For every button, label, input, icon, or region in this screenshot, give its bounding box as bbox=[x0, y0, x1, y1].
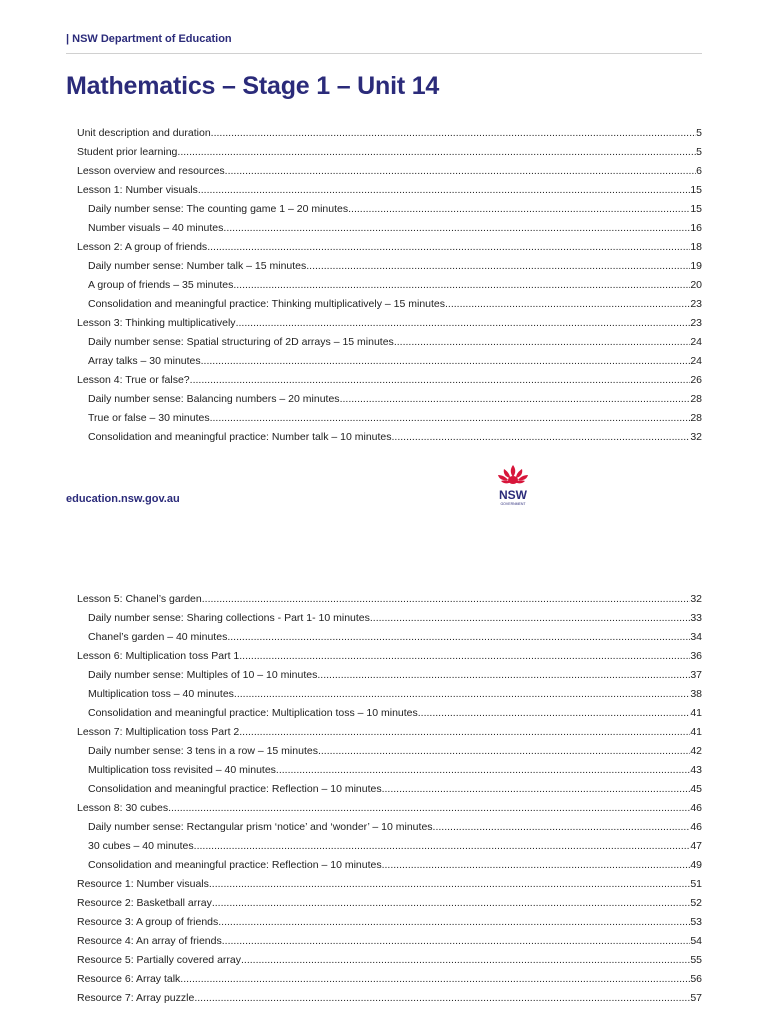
toc-leader-dots bbox=[318, 742, 690, 761]
toc-entry[interactable] bbox=[77, 932, 702, 951]
toc-leader-dots bbox=[233, 276, 690, 295]
toc-entry[interactable] bbox=[77, 371, 702, 390]
document-page-2 bbox=[0, 580, 768, 1024]
page-title: Mathematics – Stage 1 – Unit 14 bbox=[66, 72, 440, 100]
toc-leader-dots bbox=[225, 162, 696, 181]
toc-entry[interactable] bbox=[77, 799, 702, 818]
waratah-icon bbox=[493, 463, 533, 507]
toc-leader-dots bbox=[234, 685, 690, 704]
toc-entry-page: 18 bbox=[690, 241, 702, 253]
toc-entry-page: 37 bbox=[690, 669, 702, 681]
toc-entry-title: Lesson 1: Number visuals bbox=[77, 184, 198, 196]
toc-entry-title: Daily number sense: 3 tens in a row – 15 minutes bbox=[88, 745, 318, 757]
toc-entry-title: Daily number sense: Balancing numbers – 20 minutes bbox=[88, 393, 340, 405]
toc-leader-dots bbox=[211, 124, 696, 143]
toc-entry-page: 41 bbox=[690, 726, 702, 738]
toc-entry-title: Chanel’s garden – 40 minutes bbox=[88, 631, 228, 643]
toc-entry[interactable] bbox=[77, 894, 702, 913]
toc-entry[interactable] bbox=[77, 143, 702, 162]
toc-entry-title: 30 cubes – 40 minutes bbox=[88, 840, 194, 852]
toc-leader-dots bbox=[433, 818, 691, 837]
toc-leader-dots bbox=[222, 932, 691, 951]
toc-entry-page: 36 bbox=[690, 650, 702, 662]
toc-leader-dots bbox=[276, 761, 690, 780]
toc-leader-dots bbox=[418, 704, 691, 723]
toc-entry-title: Daily number sense: Spatial structuring of 2D arrays – 15 minutes bbox=[88, 336, 394, 348]
toc-entry[interactable] bbox=[77, 647, 702, 666]
toc-leader-dots bbox=[194, 989, 690, 1008]
toc-entry-title: Lesson 3: Thinking multiplicatively bbox=[77, 317, 236, 329]
toc-leader-dots bbox=[177, 143, 696, 162]
toc-entry-title: Lesson overview and resources bbox=[77, 165, 225, 177]
toc-entry[interactable] bbox=[77, 295, 702, 314]
toc-entry[interactable] bbox=[77, 609, 702, 628]
toc-entry-title: Consolidation and meaningful practice: Multiplication toss – 10 minutes bbox=[88, 707, 418, 719]
toc-entry[interactable] bbox=[77, 257, 702, 276]
toc-entry-page: 57 bbox=[690, 992, 702, 1004]
toc-entry[interactable] bbox=[77, 951, 702, 970]
toc-entry-page: 38 bbox=[690, 688, 702, 700]
toc-leader-dots bbox=[180, 970, 690, 989]
toc-entry[interactable] bbox=[77, 970, 702, 989]
toc-entry-page: 5 bbox=[696, 146, 702, 158]
toc-entry-page: 41 bbox=[690, 707, 702, 719]
toc-entry-page: 26 bbox=[690, 374, 702, 386]
nsw-government-logo bbox=[493, 463, 533, 507]
toc-leader-dots bbox=[210, 409, 691, 428]
toc-leader-dots bbox=[241, 951, 690, 970]
toc-leader-dots bbox=[212, 894, 690, 913]
toc-entry-page: 45 bbox=[690, 783, 702, 795]
toc-entry[interactable] bbox=[77, 428, 702, 447]
toc-entry[interactable] bbox=[77, 409, 702, 428]
toc-entry[interactable] bbox=[77, 780, 702, 799]
toc-entry[interactable] bbox=[77, 590, 702, 609]
toc-entry-page: 32 bbox=[690, 431, 702, 443]
toc-entry-title: Daily number sense: Rectangular prism ‘notice’ and ‘wonder’ – 10 minutes bbox=[88, 821, 433, 833]
toc-entry-page: 15 bbox=[690, 184, 702, 196]
toc-entry-page: 54 bbox=[690, 935, 702, 947]
toc-entry-title: Array talks – 30 minutes bbox=[88, 355, 201, 367]
toc-leader-dots bbox=[223, 219, 690, 238]
toc-entry[interactable] bbox=[77, 276, 702, 295]
toc-entry-title: Resource 6: Array talk bbox=[77, 973, 181, 985]
toc-entry-title: A group of friends – 35 minutes bbox=[88, 279, 234, 291]
toc-entry[interactable] bbox=[77, 628, 702, 647]
toc-leader-dots bbox=[227, 628, 690, 647]
department-header: | NSW Department of Education bbox=[66, 33, 232, 45]
toc-entry-title: Resource 3: A group of friends bbox=[77, 916, 219, 928]
toc-entry-page: 32 bbox=[690, 593, 702, 605]
toc-entry-title: Resource 2: Basketball array bbox=[77, 897, 212, 909]
toc-leader-dots bbox=[392, 428, 691, 447]
toc-entry-page: 28 bbox=[690, 412, 702, 424]
toc-entry-title: True or false – 30 minutes bbox=[88, 412, 210, 424]
toc-entry[interactable] bbox=[77, 913, 702, 932]
toc-entry-page: 43 bbox=[690, 764, 702, 776]
toc-leader-dots bbox=[168, 799, 690, 818]
toc-entry[interactable] bbox=[77, 390, 702, 409]
toc-entry-page: 53 bbox=[690, 916, 702, 928]
toc-leader-dots bbox=[306, 257, 690, 276]
toc-entry-page: 46 bbox=[690, 802, 702, 814]
toc-entry-title: Lesson 6: Multiplication toss Part 1 bbox=[77, 650, 240, 662]
toc-entry[interactable] bbox=[77, 723, 702, 742]
table-of-contents bbox=[77, 124, 702, 447]
toc-leader-dots bbox=[190, 371, 691, 390]
logo-subtext: GOVERNMENT bbox=[500, 502, 526, 506]
toc-entry-page: 51 bbox=[690, 878, 702, 890]
toc-entry-title: Lesson 8: 30 cubes bbox=[77, 802, 169, 814]
toc-entry-title: Resource 1: Number visuals bbox=[77, 878, 209, 890]
toc-entry-title: Number visuals – 40 minutes bbox=[88, 222, 224, 234]
logo-wordmark: NSW bbox=[499, 488, 527, 502]
toc-entry-page: 6 bbox=[696, 165, 702, 177]
toc-entry[interactable] bbox=[77, 704, 702, 723]
toc-entry[interactable] bbox=[77, 837, 702, 856]
toc-entry-page: 16 bbox=[690, 222, 702, 234]
toc-entry[interactable] bbox=[77, 856, 702, 875]
toc-leader-dots bbox=[239, 647, 690, 666]
toc-leader-dots bbox=[209, 875, 690, 894]
toc-entry-page: 19 bbox=[690, 260, 702, 272]
toc-leader-dots bbox=[394, 333, 691, 352]
toc-entry-title: Resource 4: An array of friends bbox=[77, 935, 222, 947]
toc-leader-dots bbox=[317, 666, 690, 685]
toc-entry-page: 56 bbox=[690, 973, 702, 985]
toc-entry-page: 28 bbox=[690, 393, 702, 405]
toc-leader-dots bbox=[207, 238, 690, 257]
toc-leader-dots bbox=[202, 590, 691, 609]
toc-entry-title: Daily number sense: Sharing collections - Part 1- 10 minutes bbox=[88, 612, 370, 624]
toc-entry-page: 23 bbox=[690, 317, 702, 329]
toc-entry-title: Consolidation and meaningful practice: Thinking multiplicatively – 15 minutes bbox=[88, 298, 445, 310]
toc-entry-title: Resource 7: Array puzzle bbox=[77, 992, 195, 1004]
toc-leader-dots bbox=[236, 314, 691, 333]
toc-entry[interactable] bbox=[77, 238, 702, 257]
toc-entry-page: 46 bbox=[690, 821, 702, 833]
toc-leader-dots bbox=[201, 352, 691, 371]
toc-entry-title: Daily number sense: The counting game 1 – 20 minutes bbox=[88, 203, 349, 215]
toc-entry[interactable] bbox=[77, 352, 702, 371]
toc-leader-dots bbox=[382, 856, 691, 875]
toc-entry-title: Consolidation and meaningful practice: Reflection – 10 minutes bbox=[88, 859, 382, 871]
toc-entry-page: 5 bbox=[696, 127, 702, 139]
toc-entry[interactable] bbox=[77, 875, 702, 894]
toc-entry[interactable] bbox=[77, 162, 702, 181]
toc-entry-page: 20 bbox=[690, 279, 702, 291]
toc-entry[interactable] bbox=[77, 666, 702, 685]
header-divider bbox=[66, 53, 702, 54]
toc-entry[interactable] bbox=[77, 742, 702, 761]
toc-leader-dots bbox=[445, 295, 690, 314]
toc-entry-title: Multiplication toss – 40 minutes bbox=[88, 688, 234, 700]
toc-entry-title: Unit description and duration bbox=[77, 127, 211, 139]
toc-entry-title: Resource 5: Partially covered array bbox=[77, 954, 241, 966]
toc-entry-title: Daily number sense: Number talk – 15 minutes bbox=[88, 260, 307, 272]
toc-leader-dots bbox=[382, 780, 691, 799]
toc-entry-page: 15 bbox=[690, 203, 702, 215]
toc-entry-title: Lesson 4: True or false? bbox=[77, 374, 190, 386]
toc-leader-dots bbox=[218, 913, 690, 932]
footer-url-link[interactable]: education.nsw.gov.au bbox=[66, 493, 180, 505]
toc-entry-title: Daily number sense: Multiples of 10 – 10 minutes bbox=[88, 669, 318, 681]
toc-entry-title: Lesson 7: Multiplication toss Part 2 bbox=[77, 726, 240, 738]
toc-entry-page: 24 bbox=[690, 336, 702, 348]
toc-entry-title: Multiplication toss revisited – 40 minutes bbox=[88, 764, 276, 776]
toc-entry-page: 23 bbox=[690, 298, 702, 310]
toc-leader-dots bbox=[370, 609, 690, 628]
toc-entry[interactable] bbox=[77, 219, 702, 238]
toc-entry-page: 47 bbox=[690, 840, 702, 852]
toc-entry[interactable] bbox=[77, 181, 702, 200]
toc-entry[interactable] bbox=[77, 333, 702, 352]
toc-entry-page: 55 bbox=[690, 954, 702, 966]
toc-entry-title: Consolidation and meaningful practice: Number talk – 10 minutes bbox=[88, 431, 392, 443]
toc-entry-title: Student prior learning bbox=[77, 146, 178, 158]
toc-entry[interactable] bbox=[77, 818, 702, 837]
toc-entry-page: 24 bbox=[690, 355, 702, 367]
toc-entry-title: Lesson 2: A group of friends bbox=[77, 241, 208, 253]
toc-entry-page: 42 bbox=[690, 745, 702, 757]
toc-leader-dots bbox=[348, 200, 690, 219]
toc-entry-page: 33 bbox=[690, 612, 702, 624]
toc-entry[interactable] bbox=[77, 200, 702, 219]
toc-entry-title: Consolidation and meaningful practice: Reflection – 10 minutes bbox=[88, 783, 382, 795]
toc-leader-dots bbox=[198, 181, 691, 200]
toc-leader-dots bbox=[194, 837, 691, 856]
toc-entry-title: Lesson 5: Chanel’s garden bbox=[77, 593, 202, 605]
toc-leader-dots bbox=[340, 390, 691, 409]
toc-entry[interactable] bbox=[77, 989, 702, 1008]
toc-entry[interactable] bbox=[77, 314, 702, 333]
page-gap bbox=[0, 540, 768, 580]
toc-entry[interactable] bbox=[77, 124, 702, 143]
toc-entry[interactable] bbox=[77, 761, 702, 780]
toc-entry-page: 52 bbox=[690, 897, 702, 909]
toc-entry-page: 49 bbox=[690, 859, 702, 871]
toc-leader-dots bbox=[239, 723, 690, 742]
table-of-contents-continued bbox=[77, 590, 702, 1008]
toc-entry[interactable] bbox=[77, 685, 702, 704]
toc-entry-page: 34 bbox=[690, 631, 702, 643]
